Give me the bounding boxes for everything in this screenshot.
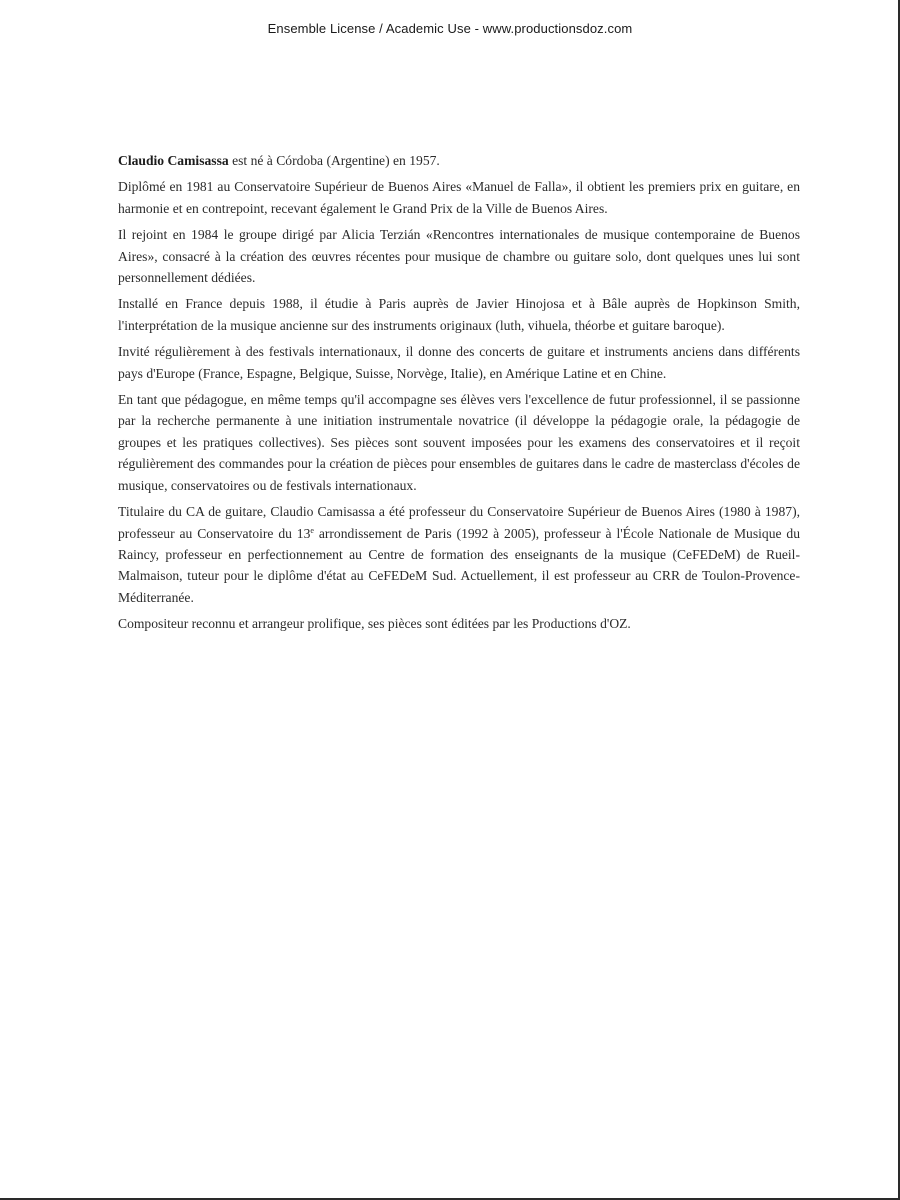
bio-paragraph-concerts: Invité régulièrement à des festivals internationaux, il donne des concerts de guitare et instruments anciens dans différents pays d'Europe (France, Espagne, Belgique, Suisse, Norvège, Italie), en Amérique Latine et en Chine. xyxy=(118,344,800,381)
biography xyxy=(118,150,800,640)
bio-paragraph-teaching-career xyxy=(118,501,800,608)
ordinal-suffix: e xyxy=(310,525,314,535)
bio-paragraph-contemporary: Il rejoint en 1984 le groupe dirigé par Alicia Terzián «Rencontres internationales de musique contemporaine de Buenos Aires», consacré à la création des œuvres récentes pour musique de chambre ou guitare solo, dont quelques unes lui sont personnellement dédiées. xyxy=(118,227,800,286)
intro-text: est né à Córdoba (Argentine) en 1957. xyxy=(228,153,440,168)
bio-paragraph-early-music: Installé en France depuis 1988, il étudie à Paris auprès de Javier Hinojosa et à Bâle auprès de Hopkinson Smith, l'interprétation de la musique ancienne sur des instruments originaux (luth, vihuela, théorbe et guitare baroque). xyxy=(118,296,800,333)
career-text-start: Titulaire du CA de guitare, Claudio Camisassa a été professeur du Conservatoire Supérieur de Buenos Aires (1980 à 1987), professeur au Conservatoire du 13 xyxy=(118,504,800,541)
bio-paragraph-publisher: Compositeur reconnu et arrangeur prolifique, ses pièces sont éditées par les Productions d'OZ. xyxy=(118,616,631,632)
bio-paragraph-pedagogy: En tant que pédagogue, en même temps qu'il accompagne ses élèves vers l'excellence de futur professionnel, il se passionne par la recherche permanente à une initiation instrumentale novatrice (il développe la pédagogie orale, la pédagogie de groupes et les pratiques collectives). Ses pièces sont souvent imposées pour les examens des conservatoires et il reçoit régulièrement des commandes pour la création de pièces pour ensembles de guitares dans le cadre de masterclass d'écoles de musique, conservatoires ou de festivals internationaux. xyxy=(118,392,800,493)
license-header: Ensemble License / Academic Use - www.productionsdoz.com xyxy=(267,21,633,36)
composer-name: Claudio Camisassa xyxy=(118,153,229,168)
bio-paragraph-education: Diplômé en 1981 au Conservatoire Supérieur de Buenos Aires «Manuel de Falla», il obtient les premiers prix en guitare, en harmonie et en contrepoint, recevant également le Grand Prix de la Ville de Buenos Aires. xyxy=(118,179,800,216)
career-text-end: arrondissement de Paris (1992 à 2005), professeur à l'École Nationale de Musique du Raincy, professeur en perfectionnement au Centre de formation des enseignants de la musique (CeFEDeM) de Rueil-Malmaison, tuteur pour le diplôme d'état au CeFEDeM Sud. Actuellement, il est professeur au CRR de Toulon-Provence-Méditerranée. xyxy=(118,525,800,605)
bio-paragraph-intro xyxy=(118,150,800,171)
